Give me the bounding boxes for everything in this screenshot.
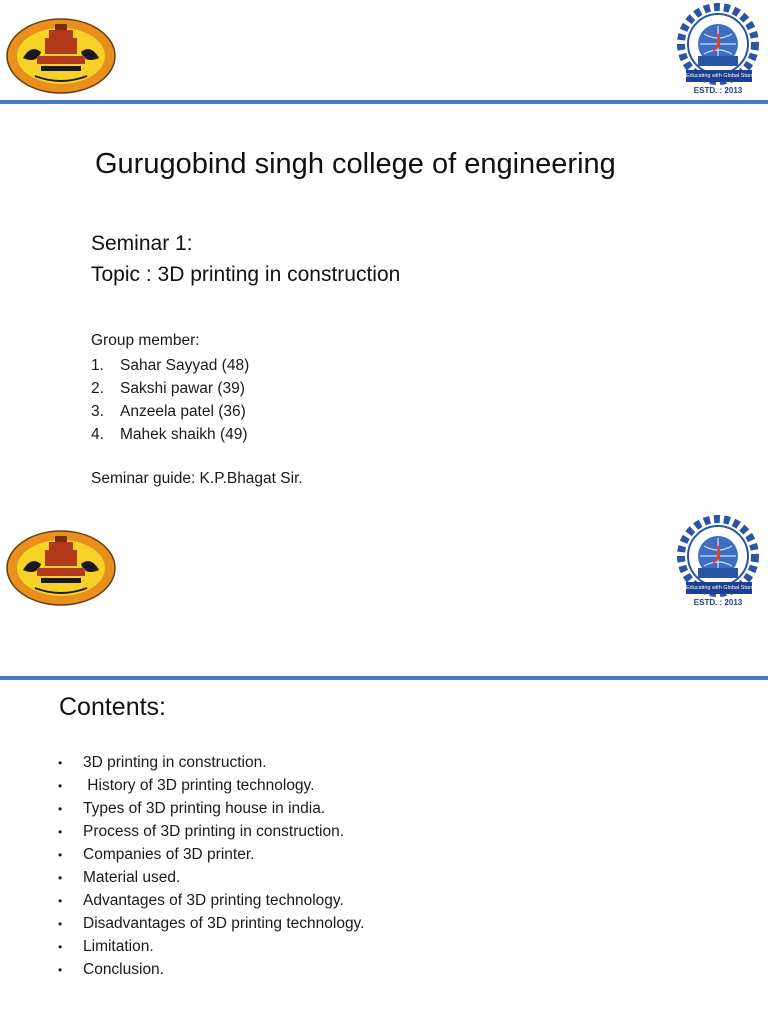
group-member-list [91, 354, 249, 446]
list-item: 2. Sakshi pawar (39) [91, 380, 245, 397]
established-year: ESTD. : 2013 [693, 598, 743, 607]
contents-list [58, 751, 364, 981]
list-item: • Types of 3D printing house in india. [58, 800, 326, 817]
group-member-label: Group member: [91, 332, 200, 349]
header-divider [0, 100, 768, 104]
slide-contents [0, 512, 768, 1024]
header-divider [0, 676, 768, 680]
list-item: • Process of 3D printing in construction. [58, 823, 345, 840]
seminar-guide: Seminar guide: K.P.Bhagat Sir. [91, 470, 303, 487]
list-item: • 3D printing in construction. [58, 754, 267, 771]
list-item: • Limitation. [58, 938, 154, 955]
college-gear-logo [668, 4, 768, 100]
college-motto-banner: Educating with Global Standards [686, 70, 752, 82]
list-item: 3. Anzeela patel (36) [91, 403, 246, 420]
list-item: • Conclusion. [58, 961, 164, 978]
list-item: 4. Mahek shaikh (49) [91, 426, 248, 443]
established-year: ESTD. : 2013 [693, 86, 743, 95]
seminar-topic: Topic : 3D printing in construction [91, 263, 401, 286]
college-title: Gurugobind singh college of engineering [95, 148, 616, 180]
list-item: • Disadvantages of 3D printing technology. [58, 915, 365, 932]
list-item: • Material used. [58, 869, 181, 886]
contents-title: Contents: [59, 693, 167, 721]
list-item: • History of 3D printing technology. [58, 777, 315, 794]
list-item: 1. Sahar Sayyad (48) [91, 357, 250, 374]
seminar-number: Seminar 1: [91, 232, 193, 255]
list-item: • Advantages of 3D printing technology. [58, 892, 344, 909]
list-item: • Companies of 3D printer. [58, 846, 255, 863]
university-emblem-logo [5, 12, 117, 94]
college-gear-logo [668, 516, 768, 612]
college-motto-banner: Educating with Global Standards [686, 582, 752, 594]
university-emblem-logo [5, 524, 117, 606]
